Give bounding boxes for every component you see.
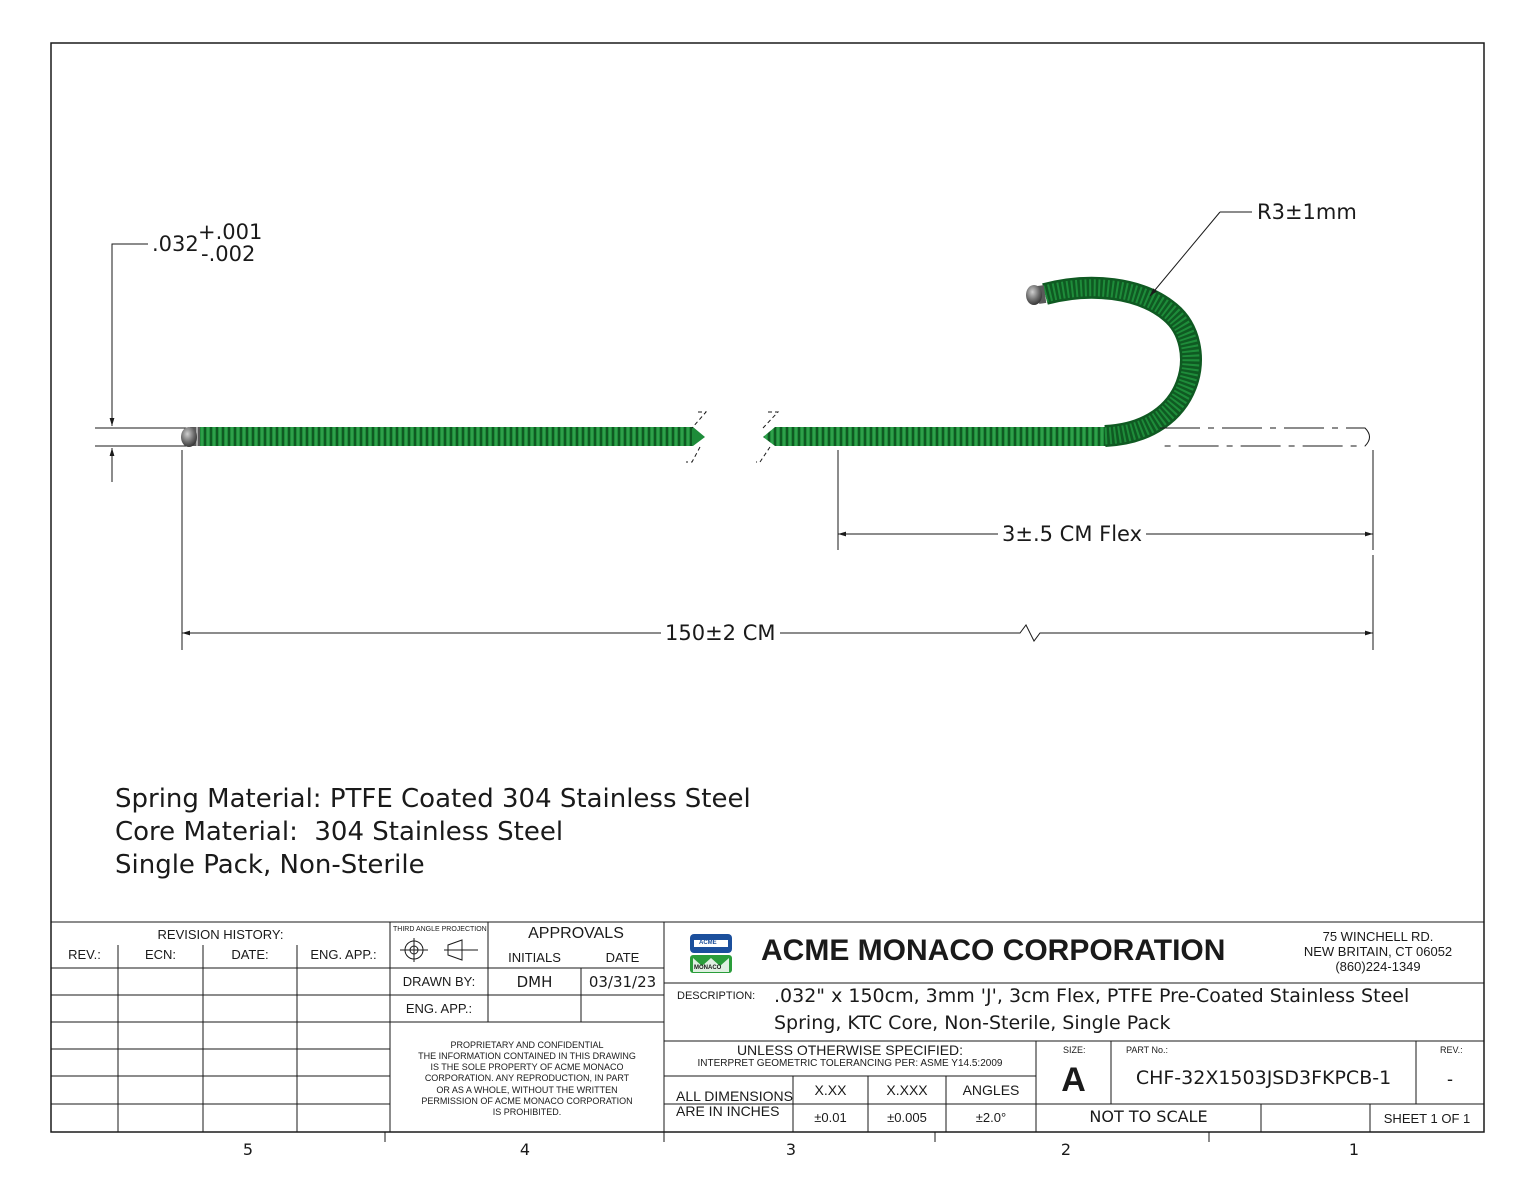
drawn-by-label: DRAWN BY: [402, 974, 476, 989]
drawn-by-initials: DMH [516, 973, 553, 991]
projection-label: THIRD ANGLE PROJECTION [393, 926, 487, 933]
logo-text-top: ACME [699, 940, 717, 946]
guidewire-left-section [181, 412, 706, 462]
all-dims-line-1: ALL DIMENSIONS [676, 1088, 793, 1104]
length-dimension-label: 150±2 CM [661, 623, 780, 644]
zone-1: 1 [1348, 1140, 1360, 1159]
all-dims-line-2: ARE IN INCHES [676, 1103, 780, 1119]
diameter-minus-tol: -.002 [201, 242, 256, 266]
note-spring-material: Spring Material: PTFE Coated 304 Stainless Steel [115, 784, 751, 814]
diameter-dimension [95, 244, 190, 482]
tol-header-angles: ANGLES [962, 1082, 1020, 1098]
proprietary-line-7: IS PROHIBITED. [492, 1107, 562, 1117]
tol-header-xxx: X.XXX [886, 1082, 928, 1098]
diameter-nominal: .032 [152, 232, 199, 256]
part-number-label: PART No.: [1126, 1045, 1169, 1055]
radius-callout: R3±1mm [1257, 200, 1357, 224]
length-dimension [182, 450, 1373, 650]
proprietary-line-4: CORPORATION. ANY REPRODUCTION, IN PART [424, 1073, 630, 1083]
tol-value-xx: ±0.01 [814, 1110, 847, 1125]
flex-dimension-label: 3±.5 CM Flex [998, 524, 1146, 545]
company-name: ACME MONACO CORPORATION [761, 934, 1226, 967]
eng-app-header: ENG. APP.: [310, 947, 377, 962]
company-address-1: 75 WINCHELL RD. [1322, 929, 1434, 944]
zone-3: 3 [785, 1140, 797, 1159]
initials-header: INITIALS [508, 950, 561, 965]
tol-header-xx: X.XX [814, 1082, 847, 1098]
proprietary-line-1: PROPRIETARY AND CONFIDENTIAL [450, 1040, 604, 1050]
radius-leader [1150, 212, 1252, 296]
tolerance-interpret: INTERPRET GEOMETRIC TOLERANCING PER: ASME Y14.5:2009 [697, 1058, 1003, 1069]
zone-4: 4 [519, 1140, 531, 1159]
proprietary-line-2: THE INFORMATION CONTAINED IN THIS DRAWING [418, 1051, 636, 1061]
description-label: DESCRIPTION: [677, 990, 756, 1002]
note-packaging: Single Pack, Non-Sterile [115, 850, 425, 880]
size-value: A [1061, 1061, 1086, 1099]
rev-label: REV.: [1440, 1045, 1463, 1055]
tolerance-unless: UNLESS OTHERWISE SPECIFIED: [736, 1042, 964, 1058]
company-address-3: (860)224-1349 [1335, 959, 1421, 974]
zone-2: 2 [1060, 1140, 1072, 1159]
date-header: DATE: [231, 947, 269, 962]
zone-ticks [385, 1132, 1209, 1142]
sheet-number: SHEET 1 OF 1 [1383, 1111, 1471, 1126]
revision-history-title: REVISION HISTORY: [157, 927, 284, 942]
approvals-date-header: DATE [605, 950, 640, 965]
description-line-2: Spring, KTC Core, Non-Sterile, Single Pack [774, 1012, 1171, 1034]
company-address-2: NEW BRITAIN, CT 06052 [1303, 944, 1453, 959]
diameter-plus-tol: +.001 [198, 220, 263, 244]
ecn-header: ECN: [144, 947, 177, 962]
tol-value-angles: ±2.0° [975, 1110, 1007, 1125]
eng-app-label: ENG. APP.: [405, 1001, 473, 1016]
third-angle-projection-icon [400, 938, 478, 962]
part-number: CHF-32X1503JSD3FKPCB-1 [1135, 1067, 1392, 1089]
proprietary-line-5: OR AS A WHOLE, WITHOUT THE WRITTEN [436, 1085, 618, 1095]
scale-note: NOT TO SCALE [1089, 1107, 1208, 1126]
drawn-by-date: 03/31/23 [588, 973, 657, 991]
rev-value: - [1447, 1069, 1453, 1089]
logo-text-bottom: MONACO [694, 965, 722, 971]
tol-value-xxx: ±0.005 [887, 1110, 927, 1125]
proprietary-line-6: PERMISSION OF ACME MONACO CORPORATION [421, 1096, 633, 1106]
description-line-1: .032" x 150cm, 3mm 'J', 3cm Flex, PTFE Pre-Coated Stainless Steel [774, 985, 1410, 1007]
size-label: SIZE: [1063, 1045, 1086, 1055]
approvals-title: APPROVALS [528, 925, 624, 942]
zone-5: 5 [242, 1140, 254, 1159]
note-core-material: Core Material: 304 Stainless Steel [115, 817, 564, 847]
guidewire-right-section [756, 285, 1370, 462]
rev-header: REV.: [68, 947, 101, 962]
proprietary-line-3: IS THE SOLE PROPERTY OF ACME MONACO [430, 1062, 624, 1072]
